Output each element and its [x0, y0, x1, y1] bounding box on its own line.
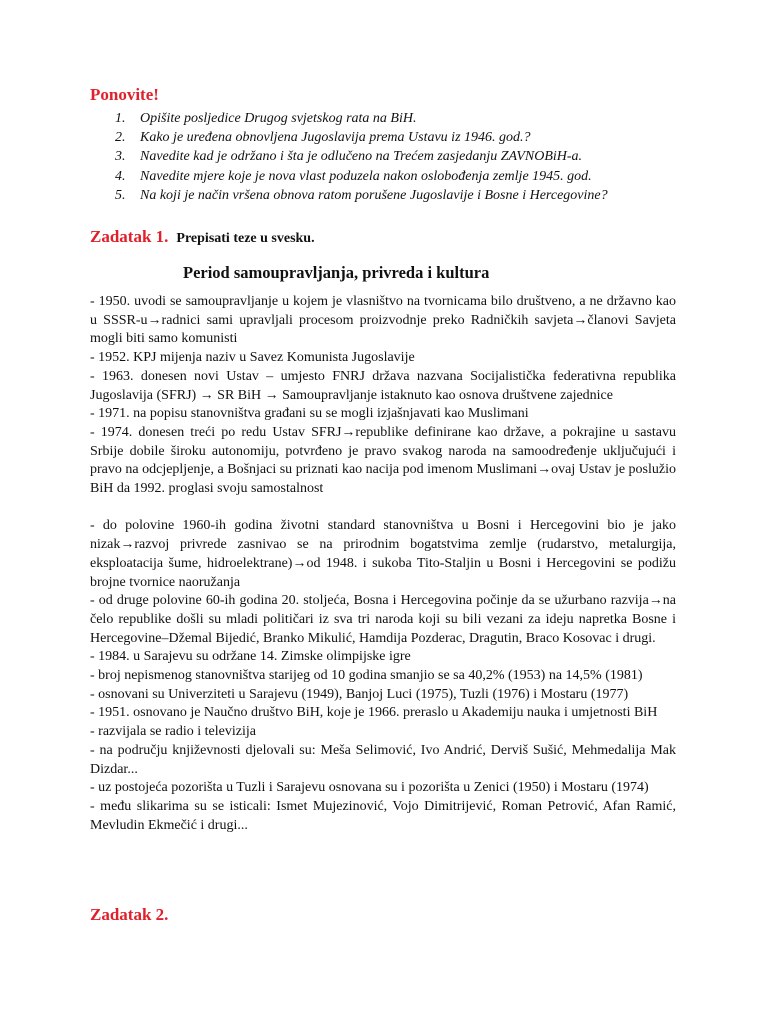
question-number: 1.	[115, 111, 126, 126]
question-number: 2.	[115, 130, 126, 146]
task1-line	[90, 227, 315, 247]
body-paragraph: - 1952. KPJ mijenja naziv u Savez Komunista Jugoslavije	[90, 350, 415, 366]
body-paragraph: - osnovani su Univerziteti u Sarajevu (1949), Banjoj Luci (1975), Tuzli (1976) i Mostaru (1977)	[90, 686, 629, 702]
body-paragraph: - među slikarima su se isticali: Ismet Mujezinović, Vojo Dimitrijević, Roman Petrović, Afan Ramić, Mevludin Ekmečić i drugi...	[90, 798, 676, 833]
body-paragraph: - broj nepismenog stanovništva starijeg od 10 godina smanjio se sa 40,2% (1953) na 14,5% (1981)	[90, 668, 643, 684]
body-paragraph: - do polovine 1960-ih godina životni standard stanovništva u Bosni i Hercegovini bio je jako nizak→razvoj privrede zasnivao se na prirodnim bogatstvima zemlje (rudarstvo, metalurgija, eksploatacija šume, hidroelektrane)→od 1948. i sukoba Tito-Staljin u Bosni i Hercegovini se podižu brojne tvornice naoružanja	[90, 518, 676, 590]
review-question	[115, 167, 715, 186]
question-number: 4.	[115, 168, 126, 184]
task2-heading: Zadatak 2.	[90, 905, 169, 924]
body-paragraph: - 1984. u Sarajevu su održane 14. Zimske olimpijske igre	[90, 649, 411, 665]
question-text: Navedite mjere koje je nova vlast poduzela nakon oslobođenja zemlje 1945. god.	[140, 168, 592, 184]
task1-heading: Zadatak 1.	[90, 227, 169, 246]
review-heading: Ponovite!	[90, 85, 159, 104]
question-number: 3.	[115, 149, 126, 165]
body-text	[90, 293, 676, 835]
question-text: Na koji je način vršena obnova ratom porušene Jugoslavije i Bosne i Hercegovine?	[140, 187, 608, 203]
body-paragraph: - 1951. osnovano je Naučno društvo BiH, koje je 1966. preraslo u Akademiju nauka i umjetnosti BiH	[90, 705, 658, 721]
body-paragraph: - od druge polovine 60-ih godina 20. stoljeća, Bosna i Hercegovina počinje da se užurbano razvija→na čelo republike došli su mladi političari iz sva tri naroda koji su bili vezani za ideju napretka Bosne i Hercegovine–Džemal Bijedić, Branko Mikulić, Hamdija Pozderac, Dragutin, Braco Kosovac i drugi.	[90, 593, 676, 646]
body-paragraph: - 1950. uvodi se samoupravljanje u kojem je vlasništvo na tvornicama bilo društveno, a ne državno kao u SSSR-u→radnici sami upravljali procesom proizvodnje preko Radničkih savjeta→članovi Savjeta mogli biti samo komunisti	[90, 294, 676, 347]
body-paragraph: - 1963. donesen novi Ustav – umjesto FNRJ država nazvana Socijalistička federativna republika Jugoslavija (SFRJ) → SR BiH → Samoupravljanje istaknuto kao osnova društvene zajednice	[90, 368, 676, 403]
review-question	[115, 147, 715, 166]
body-paragraph: - 1971. na popisu stanovništva građani su se mogli izjašnjavati kao Muslimani	[90, 406, 529, 422]
review-question	[115, 109, 715, 128]
question-text: Kako je uređena obnovljena Jugoslavija prema Ustavu iz 1946. god.?	[140, 130, 531, 146]
paragraph-gap	[90, 499, 676, 518]
question-text: Opišite posljedice Drugog svjetskog rata na BiH.	[140, 111, 417, 126]
review-question-list	[115, 109, 715, 205]
review-question	[115, 128, 715, 147]
question-text: Navedite kad je održano i šta je odlučeno na Trećem zasjedanju ZAVNOBiH-a.	[140, 149, 583, 165]
task1-instruction: Prepisati teze u svesku.	[176, 231, 315, 246]
question-number: 5.	[115, 187, 126, 203]
body-paragraph: - na području književnosti djelovali su: Meša Selimović, Ivo Andrić, Derviš Sušić, Mehmedalija Mak Dizdar...	[90, 742, 676, 777]
body-paragraph: - uz postojeća pozorišta u Tuzli i Sarajevu osnovana su i pozorišta u Zenici (1950) i Mostaru (1974)	[90, 780, 649, 796]
body-paragraph: - razvijala se radio i televizija	[90, 724, 256, 740]
section-title: Period samoupravljanja, privreda i kultura	[183, 263, 490, 282]
body-paragraph: - 1974. donesen treći po redu Ustav SFRJ→republike definirane kao države, a pokrajine u sastavu Srbije dobile široku autonomiju, potvrđeno je pravo svakog naroda na samoodređenje uključujući i pravo na odcjepljenje, a Bošnjaci su priznati kao nacija pod imenom Muslimani→ovaj Ustav je poslužio BiH da 1992. proglasi svoju samostalnost	[90, 424, 676, 497]
review-question	[115, 186, 715, 205]
